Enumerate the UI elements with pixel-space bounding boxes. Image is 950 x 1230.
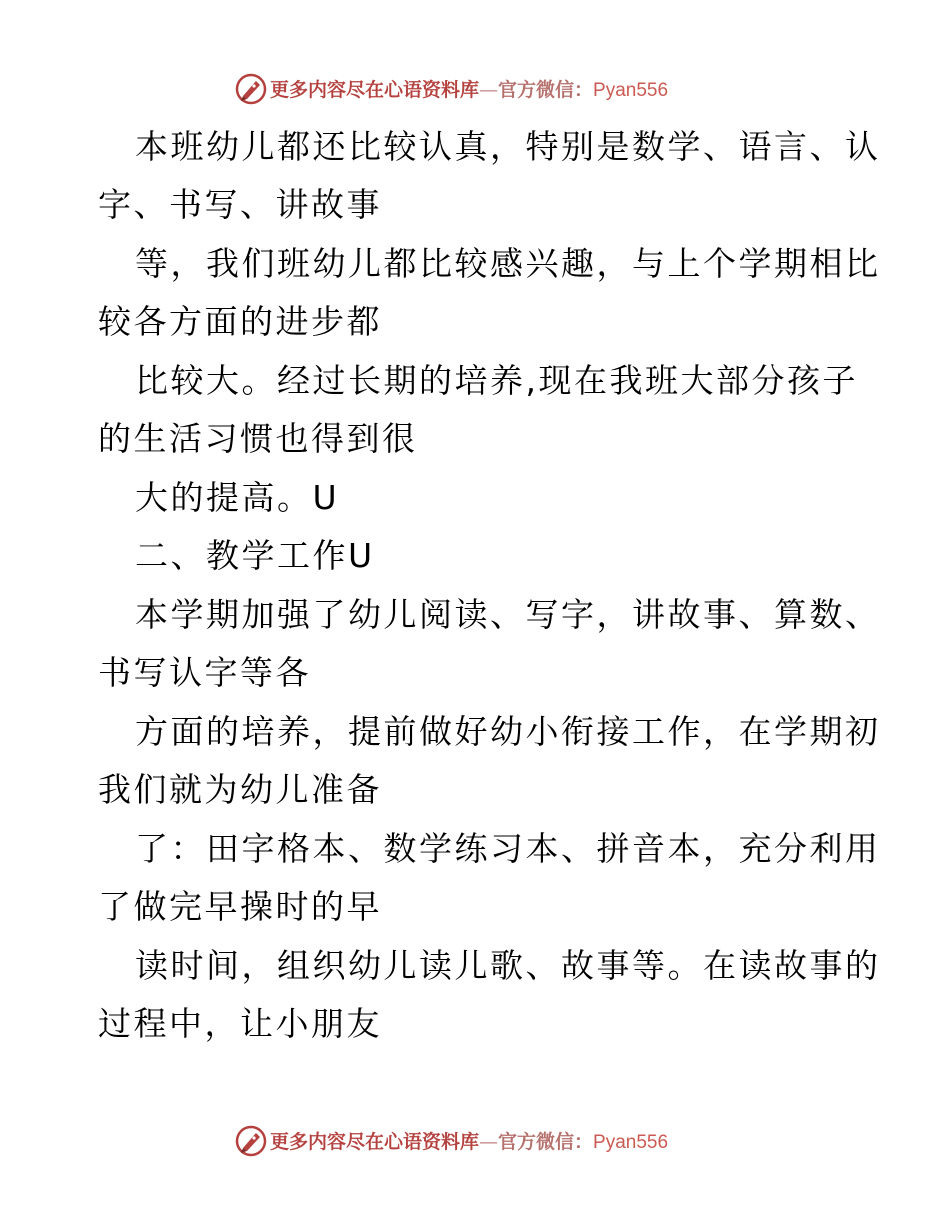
text-line: 我们就为幼儿准备 [98,770,382,809]
footer-banner [0,1120,950,1164]
header-wechat-id: Pyan556 [593,80,669,101]
text-line: 字、书写、讲故事 [98,185,382,224]
footer-wechat-label: 官方微信： [498,1131,594,1153]
text-line: 读时间，组织幼儿读儿歌、故事等。在读故事的 [135,946,881,985]
text-line: 过程中，让小朋友 [98,1004,382,1043]
text-line: 了做完早操时的早 [98,887,382,926]
text-line: 等，我们班幼儿都比较感兴趣，与上个学期相比 [135,244,881,283]
text-line: 本班幼儿都还比较认真，特别是数学、语言、认 [135,127,881,166]
footer-site-name: 更多内容尽在心语资料库 [270,1131,480,1153]
header-site-name: 更多内容尽在心语资料库 [270,79,480,101]
text-line: 比较大。经过长期的培养,现在我班大部分孩子 [135,361,858,400]
footer-dash: — [479,1131,499,1153]
text-line: 方面的培养，提前做好幼小衔接工作，在学期初 [135,712,881,751]
text-line: 书写认字等各 [98,653,311,692]
pen-logo-icon [234,72,268,106]
header-banner [0,68,950,112]
footer-wechat-id: Pyan556 [593,1132,669,1153]
text-line: 本学期加强了幼儿阅读、写字，讲故事、算数、 [135,595,881,634]
header-wechat-label: 官方微信： [498,79,594,101]
pen-logo-icon [234,1124,268,1158]
text-line: 大的提高。U [135,478,340,517]
text-line: 的生活习惯也得到很 [98,419,418,458]
header-dash: — [479,79,499,101]
text-line: 了：田字格本、数学练习本、拼音本，充分利用 [135,829,881,868]
section-heading: 二、教学工作U [135,536,375,575]
text-line: 较各方面的进步都 [98,302,382,341]
